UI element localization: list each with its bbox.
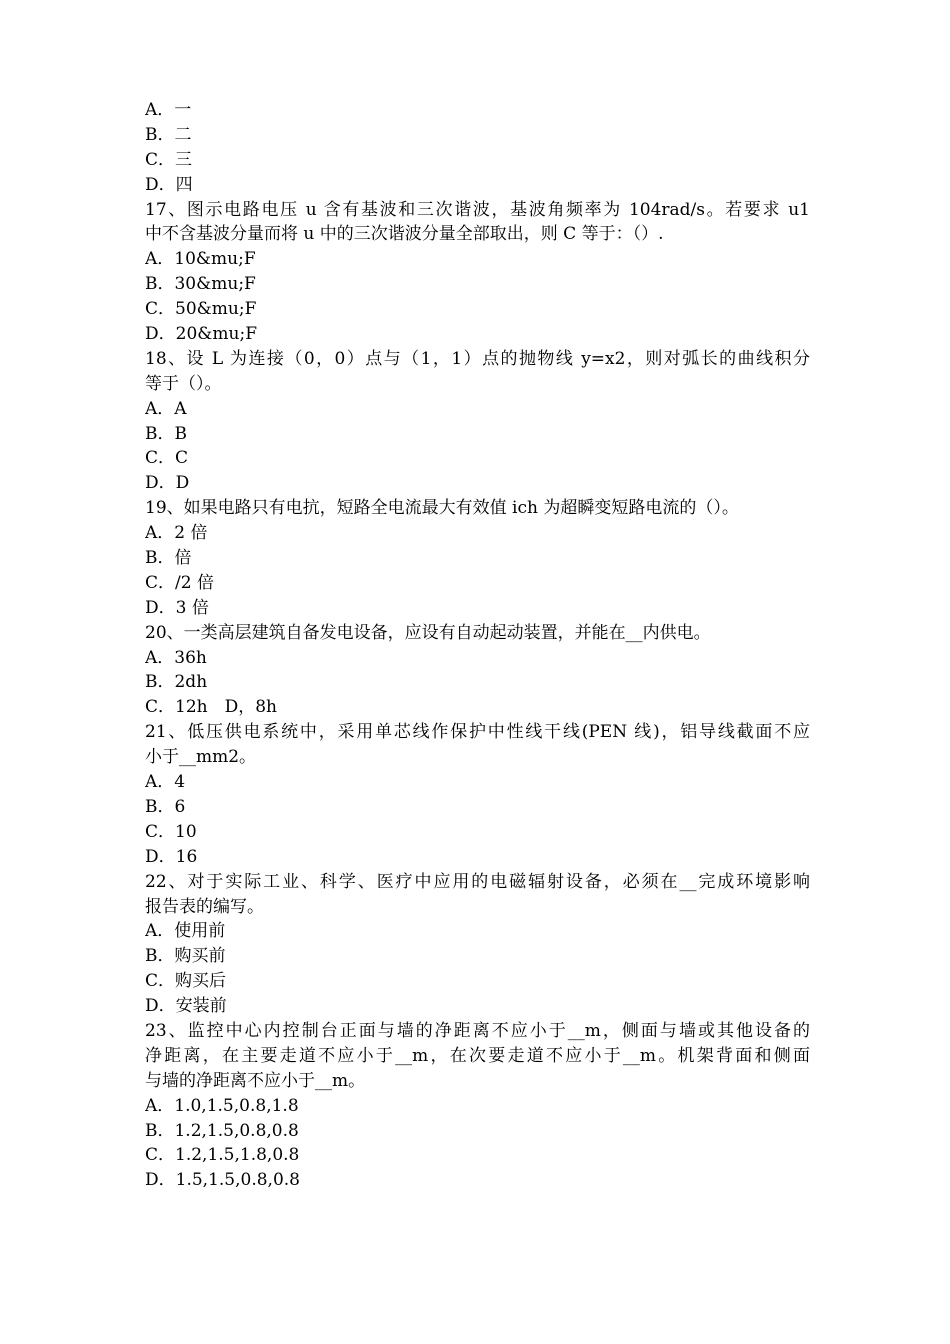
document-page — [145, 98, 810, 1193]
question-17-line-1: 17、图示电路电压 u 含有基波和三次谐波，基波角频率为 104rad/s。若要求 u1 — [145, 199, 810, 220]
option-b: B．1.2,1.5,0.8,0.8 — [145, 1120, 299, 1141]
option-a: A．A — [145, 398, 187, 419]
option-d: D．安装前 — [145, 996, 227, 1017]
option-b: B．购买前 — [145, 946, 226, 967]
question-18-line-1: 18、设 L 为连接（0，0）点与（1，1）点的抛物线 y=x2，则对弧长的曲线积分 — [145, 348, 810, 369]
option-c: C．/2 倍 — [145, 572, 214, 593]
option-b: B．倍 — [145, 548, 192, 569]
option-a: A．4 — [145, 772, 186, 793]
question-21-line-2: 小于__mm2。 — [145, 747, 257, 768]
question-21-line-1: 21、低压供电系统中，采用单芯线作保护中性线干线(PEN 线)，铝导线截面不应 — [145, 722, 810, 743]
option-a: A．一 — [145, 100, 192, 120]
option-c: C．三 — [145, 149, 193, 170]
option-d: D．20&mu;F — [145, 324, 257, 345]
option-b: B．6 — [145, 796, 186, 817]
option-b: B．30&mu;F — [145, 274, 256, 295]
option-c: C．50&mu;F — [145, 299, 257, 320]
option-c: C．C — [145, 448, 189, 469]
option-c: C．1.2,1.5,1.8,0.8 — [145, 1145, 300, 1166]
option-b: B．2dh — [145, 672, 208, 693]
option-c: C．购买后 — [145, 971, 227, 992]
question-23-line-2: 净距离，在主要走道不应小于__m，在次要走道不应小于__m。机架背面和侧面 — [145, 1045, 810, 1066]
option-a: A．36h — [145, 647, 207, 668]
question-23-line-1: 23、监控中心内控制台正面与墙的净距离不应小于__m，侧面与墙或其他设备的 — [145, 1020, 810, 1041]
option-d: D．四 — [145, 174, 193, 195]
question-20: 20、一类高层建筑自备发电设备，应设有自动起动装置，并能在__内供电。 — [145, 622, 711, 643]
question-18-line-2: 等于（）。 — [145, 373, 222, 394]
question-19: 19、如果电路只有电抗，短路全电流最大有效值 ich 为超瞬变短路电流的（）。 — [145, 498, 739, 519]
option-a: A．10&mu;F — [145, 249, 256, 270]
option-a: A．1.0,1.5,0.8,1.8 — [145, 1095, 299, 1116]
option-d: D．D — [145, 473, 190, 494]
option-d: D．3 倍 — [145, 597, 209, 618]
option-d: D．16 — [145, 846, 198, 867]
question-17-line-2: 中不含基波分量而将 u 中的三次谐波分量全部取出，则 C 等于：（）. — [145, 224, 664, 245]
option-d: D．1.5,1.5,0.8,0.8 — [145, 1170, 300, 1191]
option-c: C．10 — [145, 821, 197, 842]
option-a: A．使用前 — [145, 921, 226, 942]
question-23-line-3: 与墙的净距离不应小于__m。 — [145, 1070, 366, 1091]
option-b: B．B — [145, 423, 187, 444]
option-b: B．二 — [145, 124, 192, 145]
question-22-line-2: 报告表的编写。 — [145, 896, 264, 917]
question-22-line-1: 22、对于实际工业、科学、医疗中应用的电磁辐射设备，必须在__完成环境影响 — [145, 871, 810, 892]
option-c-d: C．12h D，8h — [145, 697, 277, 718]
option-a: A．2 倍 — [145, 523, 208, 544]
